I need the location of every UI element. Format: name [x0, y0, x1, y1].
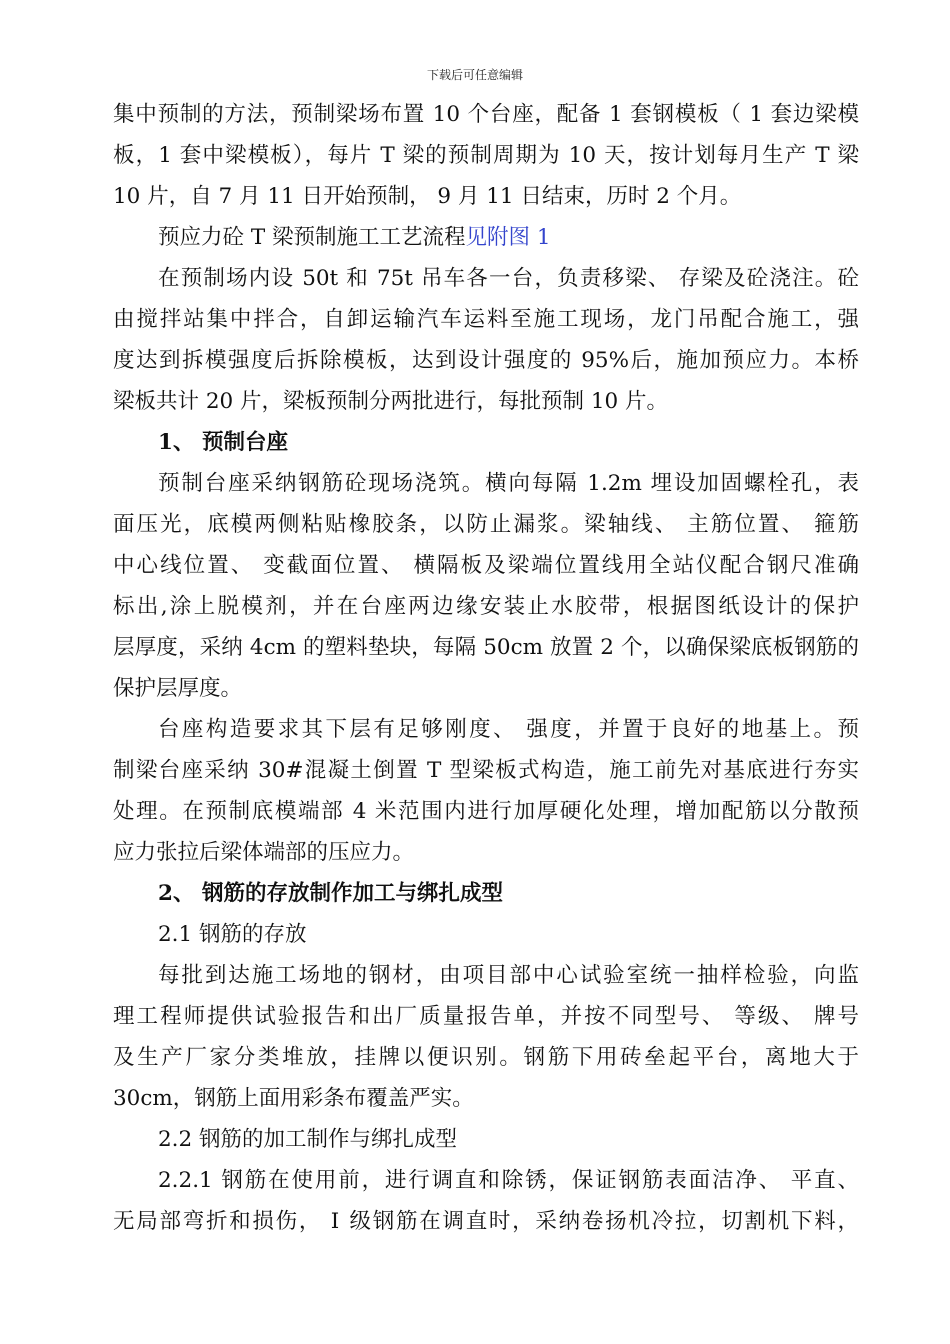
section-heading-1: 1、 预制台座 — [158, 430, 288, 455]
text-line: 面压光，底模两侧粘贴橡胶条，以防止漏浆。梁轴线、 主筋位置、 箍筋 — [113, 512, 859, 537]
text-line: 保护层厚度。 — [113, 676, 243, 701]
text-line: 由搅拌站集中拌合，自卸运输汽车运料至施工现场，龙门吊配合施工，强 — [113, 307, 859, 332]
text-line: 度达到拆模强度后拆除模板，达到设计强度的 95%后，施加预应力。本桥 — [113, 348, 859, 373]
text-line: 无局部弯折和损伤， Ⅰ 级钢筋在调直时，采纳卷扬机冷拉，切割机下料， — [113, 1209, 859, 1234]
text-line: 及生产厂家分类堆放，挂牌以便识别。钢筋下用砖垒起平台，离地大于 — [113, 1045, 859, 1070]
text-line: 10 片，自 7 月 11 日开始预制， 9 月 11 日结束，历时 2 个月。 — [113, 184, 742, 209]
text-line: 每批到达施工场地的钢材，由项目部中心试验室统一抽样检验，向监 — [158, 963, 859, 988]
subsection-heading-2-2: 2.2 钢筋的加工制作与绑扎成型 — [158, 1127, 458, 1152]
subsection-heading-2-1: 2.1 钢筋的存放 — [158, 922, 307, 947]
text-line: 处理。在预制底模端部 4 米范围内进行加厚硬化处理，增加配筋以分散预 — [113, 799, 859, 824]
text-line: 层厚度，采纳 4cm 的塑料垫块，每隔 50cm 放置 2 个，以确保梁底板钢筋的 — [113, 635, 859, 660]
flowchart-reference-line — [113, 217, 859, 258]
text-line: 制梁台座采纳 30#混凝土倒置 T 型梁板式构造，施工前先对基底进行夯实 — [113, 758, 859, 783]
document-body — [113, 94, 859, 1242]
text-line: 梁板共计 20 片，梁板预制分两批进行，每批预制 10 片。 — [113, 389, 669, 414]
text-line: 在预制场内设 50t 和 75t 吊车各一台，负责移梁、 存梁及砼浇注。砼 — [158, 266, 859, 291]
text-line: 2.2.1 钢筋在使用前，进行调直和除锈，保证钢筋表面洁净、 平直、 — [158, 1168, 859, 1193]
text-line: 台座构造要求其下层有足够刚度、 强度，并置于良好的地基上。预 — [158, 717, 859, 742]
text-line: 应力张拉后梁体端部的压应力。 — [113, 840, 415, 865]
text-line: 集中预制的方法，预制梁场布置 10 个台座，配备 1 套钢模板（ 1 套边梁模 — [113, 102, 859, 127]
page-header: 下载后可任意编辑 — [426, 68, 523, 82]
text-line: 板，1 套中梁模板），每片 T 梁的预制周期为 10 天，按计划每月生产 T 梁 — [113, 143, 859, 168]
text-line: 理工程师提供试验报告和出厂质量报告单，并按不同型号、 等级、 牌号 — [113, 1004, 859, 1029]
text-line: 标出,涂上脱模剂，并在台座两边缘安装止水胶带，根据图纸设计的保护 — [113, 594, 859, 619]
text-line: 预制台座采纳钢筋砼现场浇筑。横向每隔 1.2m 埋设加固螺栓孔，表 — [158, 471, 859, 496]
appendix-link[interactable]: 见附图 1 — [465, 225, 551, 250]
text-line: 30cm，钢筋上面用彩条布覆盖严实。 — [113, 1086, 474, 1111]
section-heading-2: 2、 钢筋的存放制作加工与绑扎成型 — [158, 881, 503, 906]
text-line: 中心线位置、 变截面位置、 横隔板及梁端位置线用全站仪配合钢尺准确 — [113, 553, 859, 578]
flowchart-reference-text: 预应力砼 T 梁预制施工工艺流程 — [158, 225, 466, 250]
